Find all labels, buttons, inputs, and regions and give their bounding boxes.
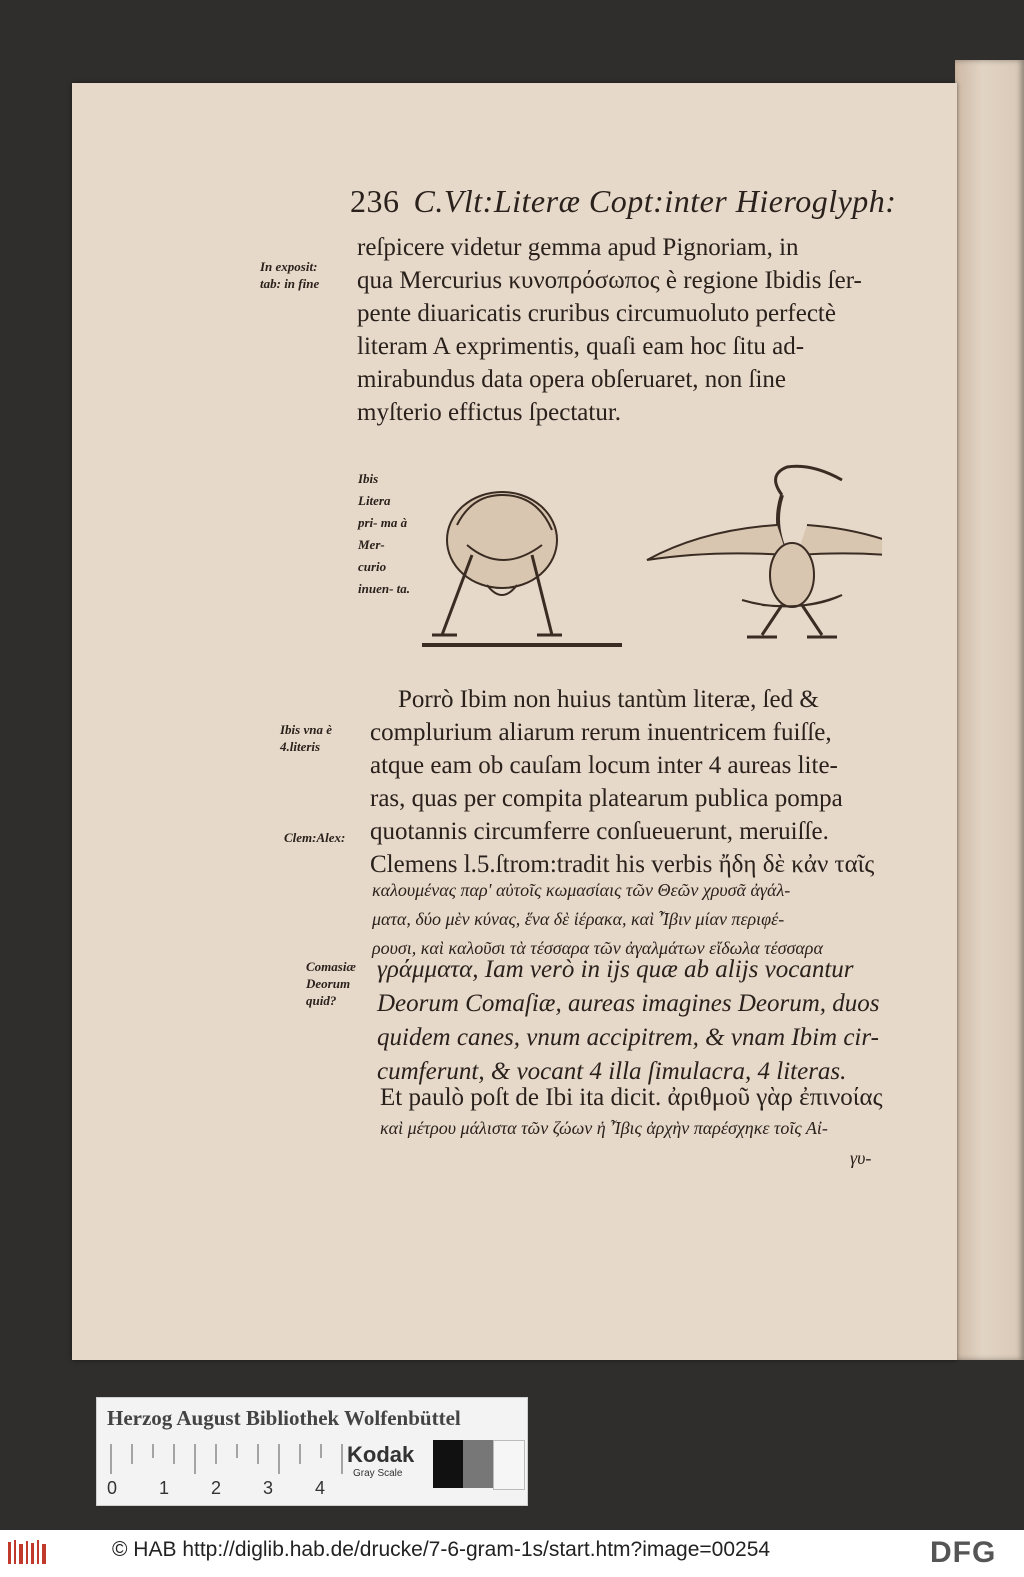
scale-number: 4 xyxy=(315,1478,326,1498)
margin-note: In exposit: tab: in fine xyxy=(260,259,320,291)
paragraph-1 xyxy=(357,231,862,429)
text-line: Deorum Comaſiæ, aureas imagines Deorum, duos xyxy=(377,990,880,1017)
text-line: pente diuaricatis cruribus circumuoluto perfectè xyxy=(357,300,836,327)
text-line: Et paulò poſt de Ibi ita dicit. ἀριθμοῦ γὰρ ἐπινοίας xyxy=(380,1084,883,1111)
text-line: myſterio effictus ſpectatur. xyxy=(357,399,622,426)
text-line: atque eam ob cauſam locum inter 4 aureas lite- xyxy=(370,752,838,779)
margin-note: Clem:Alex: xyxy=(284,830,346,845)
text-line: mirabundus data opera obſeruaret, non ſine xyxy=(357,366,787,393)
margin-note: Ibis vna è 4.literis xyxy=(280,722,332,754)
scale-number: 0 xyxy=(107,1478,118,1498)
text-line: γράμματα, Iam verò in ijs quæ ab alijs vocantur xyxy=(377,956,854,983)
gray-swatch xyxy=(463,1440,493,1488)
adjacent-page-edge xyxy=(955,60,1024,1360)
margin-note-figure: Ibis Litera pri- ma à Mer- curio inuen- ta. xyxy=(358,471,411,596)
institution-name: Herzog August Bibliothek Wolfenbüttel xyxy=(107,1406,461,1430)
greek-line: καὶ μέτρου μάλιστα τῶν ζώων ἡ Ἶβις ἀρχὴν παρέσχηκε τοῖς Αἰ- xyxy=(380,1118,828,1138)
text-line: ras, quas per compita platearum publica pompa xyxy=(370,785,843,812)
paragraph-2 xyxy=(370,683,874,881)
greek-line: ρουσι, καὶ καλοῦσι τὰ τέσσαρα τῶν ἀγαλμάτων εἴδωλα τέσσαρα xyxy=(372,938,823,958)
text-line: qua Mercurius κυνοπρόσωπος è regione Ibidis ſer- xyxy=(357,267,862,294)
ibis-woodcut-figure xyxy=(412,455,882,655)
barcode-icon xyxy=(8,1538,48,1566)
library-color-card xyxy=(96,1397,528,1506)
gray-scale-label: Gray Scale xyxy=(353,1468,403,1479)
book-page xyxy=(72,83,957,1360)
text-line: Clemens l.5.ſtrom:tradit his verbis ἤδη δὲ κἀν ταῖς xyxy=(370,851,875,878)
text-line: quotannis circumferre conſueuerunt, meruiſſe. xyxy=(370,818,829,845)
scale-number: 1 xyxy=(159,1478,170,1498)
dfg-logo: DFG xyxy=(930,1536,997,1569)
white-swatch xyxy=(493,1440,525,1490)
text-line: complurium aliarum rerum inuentricem fuiſſe, xyxy=(370,719,832,746)
text-line: Porrò Ibim non huius tantùm literæ, ſed & xyxy=(398,686,819,713)
scale-number: 2 xyxy=(211,1478,222,1498)
page-header xyxy=(350,183,896,220)
ibis-coiled-illustration xyxy=(422,492,622,645)
source-url-link[interactable]: © HAB http://diglib.hab.de/drucke/7-6-gram-1s/start.htm?image=00254 xyxy=(112,1538,771,1561)
text-line: literam A exprimentis, quaſi eam hoc ſitu ad- xyxy=(357,333,805,360)
kodak-brand: Kodak xyxy=(347,1442,415,1467)
page-number: 236 xyxy=(350,183,400,219)
scale-number: 3 xyxy=(263,1478,274,1498)
closing-lines xyxy=(380,1083,883,1173)
footer-bar xyxy=(0,1530,1024,1577)
text-line: quidem canes, vnum accipitrem, & vnam Ibim cir- xyxy=(377,1024,879,1051)
latin-translation xyxy=(377,953,880,1089)
greek-line: ματα, δύο μὲν κύνας, ἕνα δὲ ἱέρακα, καὶ Ἶβιν μίαν περιφέ- xyxy=(372,909,785,929)
greek-line: καλουμένας παρ' αὐτοῖς κωμασίαις τῶν Θεῶν χρυσᾶ ἀγάλ- xyxy=(372,880,791,900)
text-line: reſpicere videtur gemma apud Pignoriam, in xyxy=(357,234,799,261)
ibis-spread-wings-illustration xyxy=(647,466,882,637)
catchword: γυ- xyxy=(850,1148,872,1168)
kodak-label xyxy=(347,1442,414,1479)
margin-note: Comasiæ Deorum quid? xyxy=(306,959,356,1008)
running-title: C.Vlt:Literæ Copt:inter Hieroglyph: xyxy=(413,183,897,219)
black-swatch xyxy=(433,1440,463,1488)
greek-quotation xyxy=(372,876,823,963)
text-line: cumferunt, & vocant 4 illa ſimulacra, 4 literas. xyxy=(377,1058,847,1085)
